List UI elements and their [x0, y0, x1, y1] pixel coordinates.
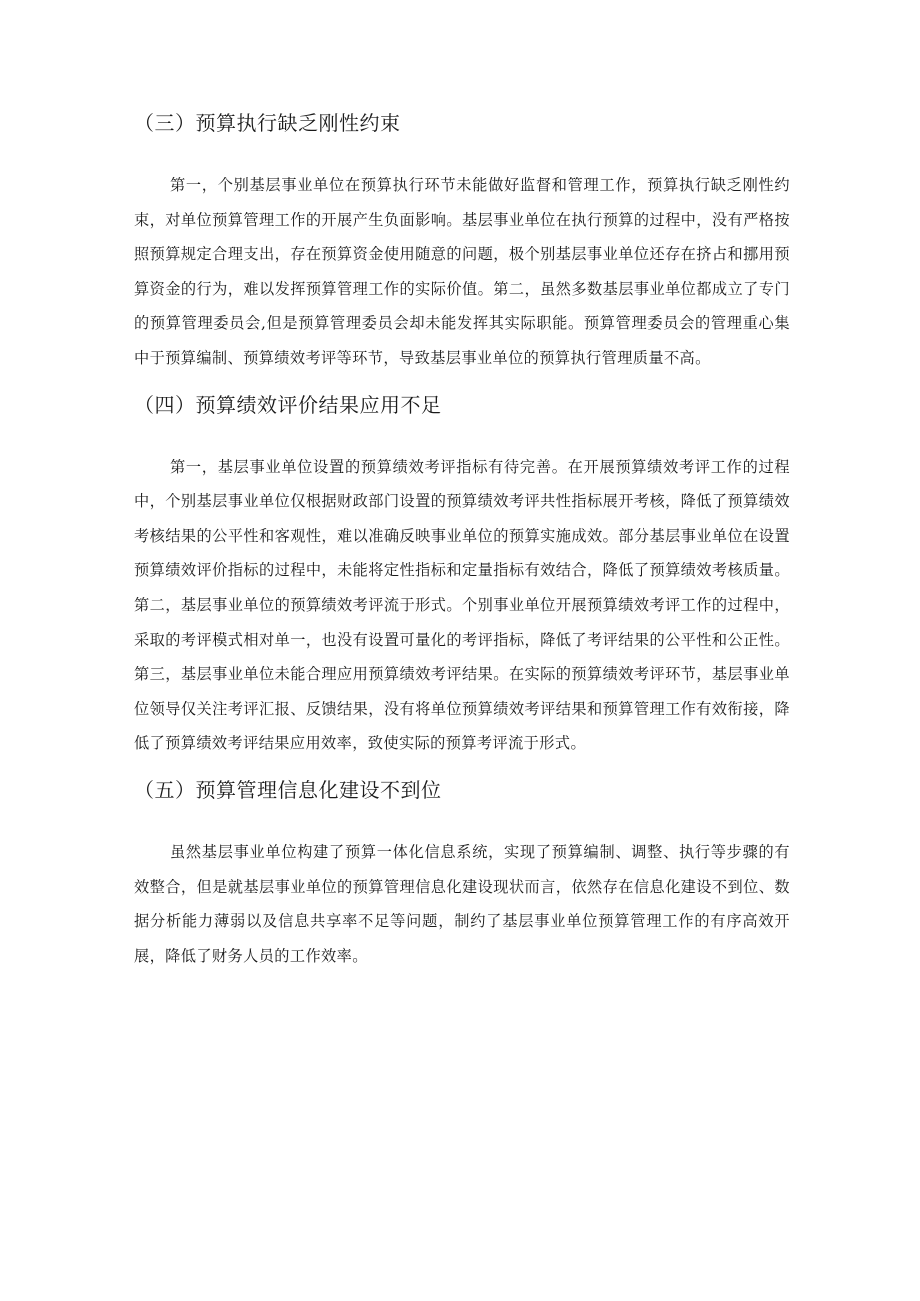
- document-page: [134, 98, 790, 973]
- section-heading-3: （三）预算执行缺乏刚性约束: [134, 111, 401, 135]
- section-paragraph-4: 第一，基层事业单位设置的预算绩效考评指标有待完善。在开展预算绩效考评工作的过程中，个别基层事业单位仅根据财政部门设置的预算绩效考评共性指标展开考核，降低了预算绩效考核结果的公平性和客观性，难以准确反映事业单位的预算实施成效。部分基层事业单位在设置预算绩效评价指标的过程中，未能将定性指标和定量指标有效结合，降低了预算绩效考核质量。第二，基层事业单位的预算绩效考评流于形式。个别事业单位开展预算绩效考评工作的过程中，采取的考评模式相对单一，也没有设置可量化的考评指标，降低了考评结果的公平性和公正性。第三，基层事业单位未能合理应用预算绩效考评结果。在实际的预算绩效考评环节，基层事业单位领导仅关注考评汇报、反馈结果，没有将单位预算绩效考评结果和预算管理工作有效衔接，降低了预算绩效考评结果应用效率，致使实际的预算考评流于形式。: [134, 457, 790, 753]
- section-paragraph-5: 虽然基层事业单位构建了预算一体化信息系统，实现了预算编制、调整、执行等步骤的有效整合，但是就基层事业单位的预算管理信息化建设现状而言，依然存在信息化建设不到位、数据分析能力薄弱以及信息共享率不足等问题，制约了基层事业单位预算管理工作的有序高效开展，降低了财务人员的工作效率。: [134, 842, 790, 965]
- section-heading-4: （四）预算绩效评价结果应用不足: [134, 392, 442, 417]
- section-heading-5: （五）预算管理信息化建设不到位: [134, 777, 442, 802]
- section-paragraph-3: 第一，个别基层事业单位在预算执行环节未能做好监督和管理工作，预算执行缺乏刚性约束，对单位预算管理工作的开展产生负面影响。基层事业单位在执行预算的过程中，没有严格按照预算规定合理支出，存在预算资金使用随意的问题，极个别基层事业单位还存在挤占和挪用预算资金的行为，难以发挥预算管理工作的实际价值。第二，虽然多数基层事业单位都成立了专门的预算管理委员会,但是预算管理委员会却未能发挥其实际职能。预算管理委员会的管理重心集中于预算编制、预算绩效考评等环节，导致基层事业单位的预算执行管理质量不高。: [134, 176, 790, 367]
